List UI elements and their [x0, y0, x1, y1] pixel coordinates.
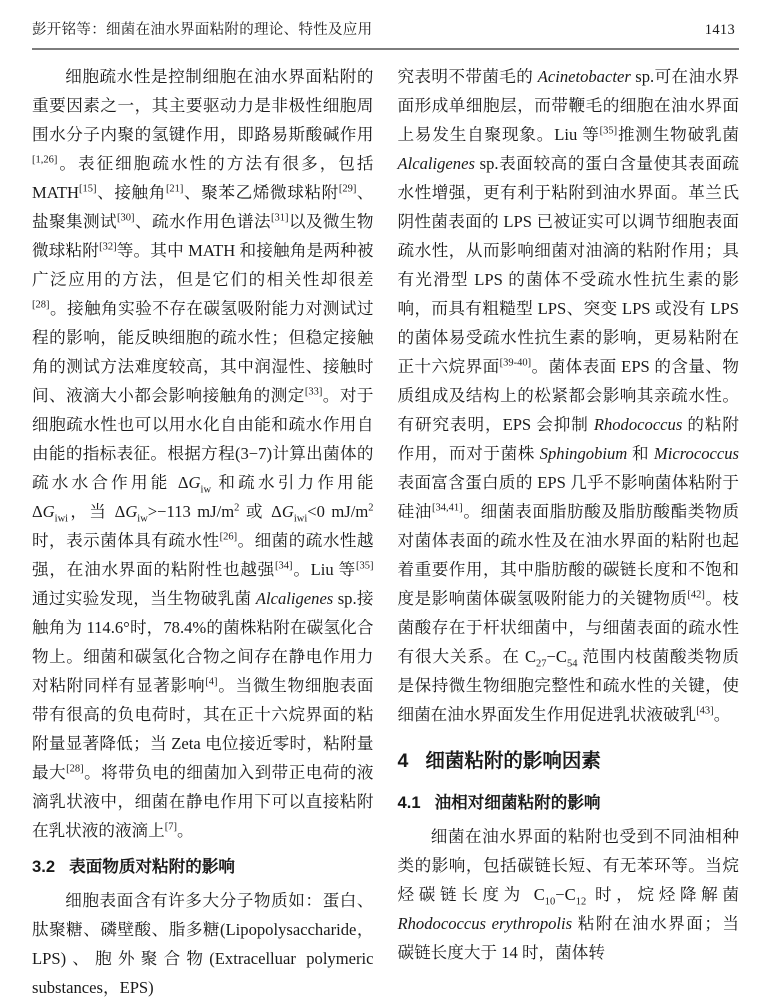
reference-superscript: [35] — [356, 560, 374, 572]
page-number: 1413 — [704, 22, 735, 38]
running-head — [32, 18, 739, 50]
italic-term: Rhodococcus — [593, 415, 683, 434]
italic-term: Rhodococcus erythropolis — [397, 914, 573, 933]
reference-superscript: [1,26] — [32, 154, 58, 166]
reference-superscript: [28] — [66, 763, 84, 775]
subscript: 54 — [566, 658, 578, 670]
subscript: 10 — [544, 896, 556, 908]
section-number: 3.2 — [32, 857, 56, 876]
section-title: 表面物质对粘附的影响 — [69, 857, 236, 876]
section-heading — [32, 852, 374, 881]
column-left — [32, 62, 374, 1002]
section-number: 4 — [397, 750, 409, 772]
section-heading — [398, 788, 740, 817]
subscript: iw — [137, 513, 148, 525]
paragraph: 究表明不带菌毛的 Acinetobacter sp.可在油水界面形成单细胞层，而带鞭毛的细胞在油水界面上易发生自聚现象。Liu 等[35]推测生物破乳菌 Alcaligenes sp.表面较高的蛋白含量使其表面疏水性增强，更有利于粘附到油水界面。革兰氏阴性菌表面的 LPS 已被证实可以调节细胞表面疏水性，从而影响细菌对油滴的粘附作用；具有光滑型 LPS 的菌体不受疏水性抗生素的影响，而具有粗糙型 LPS、突变 LPS 或没有 LPS 的菌体易受疏水性抗生素的影响，更易粘附在正十六烷界面[39-40]。菌体表面 EPS 的含量、物质组成及结构上的松紧都会影响其亲疏水性。有研究表明，EPS 会抑制 Rhodococcus 的粘附作用，而对于菌株 Sphingobium 和 Micrococcus 表面富含蛋白质的 EPS 几乎不影响菌体粘附于硅油[34,41]。细菌表面脂肪酸及脂肪酸酯类物质对菌体表面的疏水性及在油水界面的粘附也起着重要作用，其中脂肪酸的碳链长度和不饱和度是影响菌体碳氢吸附能力的关键物质[42]。枝菌酸存在于杆状细菌中，与细菌表面的疏水性有很大关系。在 $C_{27}-C_{54}$ 范围内枝菌酸类物质是保持微生物细胞完整性和疏水性的关键，使细菌在油水界面发生作用促进乳状液破乳[43]。 — [397, 67, 740, 724]
reference-superscript: [34,41] — [432, 502, 463, 514]
reference-superscript: [15] — [79, 183, 97, 195]
running-head-title: 彭开铭等：细菌在油水界面粘附的理论、特性及应用 — [32, 22, 373, 38]
paragraph: 细胞疏水性是控制细胞在油水界面粘附的重要因素之一，其主要驱动力是非极性细胞周围水分子内聚的氢键作用，即路易斯酸碱作用[1,26]。表征细胞疏水性的方法有很多，包括 MATH[15]、接触角[21]、聚苯乙烯微球粘附[29]、盐聚集测试[30]、疏水作用色谱法[31]以及微生物微球粘附[32]等。其中 MATH 和接触角是两种被广泛应用的方法，但是它们的相关性却很差[28]。接触角实验不存在碳氢吸附能力对测试过程的影响，能反映细胞的疏水性；但稳定接触角的测试方法难度较高，其中润湿性、接触时间、液滴大小都会影响接触角的测定[33]。对于细胞疏水性也可以用水化自由能和疏水作用自由能的指标表征。根据方程(3−7)计算出菌体的疏水水合作用能 $\Delta G_{iw}$ 和疏水引力作用能$\Delta G_{iwi}$，当 $\Delta G_{iw}>-113$ $mJ/m^2$ 或 $\Delta G_{iwi}<0$ $mJ/m^2$ 时，表示菌体具有疏水性[26]。细菌的疏水性越强，在油水界面的粘附性也越强[34]。Liu 等[35]通过实验发现，当生物破乳菌 Alcaligenes sp.接触角为 114.6°时，78.4%的菌株粘附在碳氢化合物上。细菌和碳氢化合物之间存在静电作用力对粘附同样有显著影响[4]。当微生物细胞表面带有很高的负电荷时，其在正十六烷界面的粘附量显著降低；当 Zeta 电位接近零时，粘附量最大[28]。将带负电的细菌加入到带正电荷的液滴乳状液中，细菌在静电作用下可以直接粘附在乳状液的液滴上[7]。 — [32, 67, 374, 840]
subscript: iw — [200, 484, 212, 496]
reference-superscript: [30] — [117, 212, 135, 224]
italic-term: G — [281, 502, 294, 521]
reference-superscript: [4] — [205, 676, 218, 688]
subscript: 27 — [536, 658, 547, 670]
reference-superscript: [32] — [99, 241, 117, 253]
reference-superscript: 2 — [234, 502, 240, 514]
subscript: 12 — [575, 896, 587, 908]
reference-superscript: [7] — [164, 821, 177, 833]
subscript: iwi — [54, 513, 69, 525]
section-title: 细菌粘附的影响因素 — [425, 750, 601, 772]
italic-term: G — [125, 502, 138, 521]
paragraph: 细菌在油水界面的粘附也受到不同油相种类的影响，包括碳链长短、有无苯环等。当烷烃碳链长度为 $C_{10}-C_{12}$ 时，烷烃降解菌 Rhodococcus erythropolis 粘附在油水界面；当碳链长度大于 14 时，菌体转 — [397, 827, 740, 962]
column-right — [398, 62, 740, 1002]
reference-superscript: [26] — [219, 531, 238, 543]
section-number: 4.1 — [397, 793, 421, 812]
reference-superscript: [39-40] — [499, 357, 532, 369]
italic-term: Sphingobium — [539, 444, 628, 463]
italic-term: Alcaligenes — [397, 154, 475, 173]
page-body — [32, 62, 739, 1002]
section-title: 油相对细菌粘附的影响 — [434, 793, 601, 812]
italic-term: G — [42, 502, 55, 521]
reference-superscript: [42] — [687, 589, 705, 601]
reference-superscript: [29] — [338, 183, 357, 195]
paragraph: 细胞表面含有许多大分子物质如：蛋白、肽聚糖、磷壁酸、脂多糖(Lipopolysaccharide，LPS)、胞外聚合物(Extracelluar polymeric substances，EPS) — [32, 891, 374, 997]
italic-term: Acinetobacter — [537, 67, 631, 86]
reference-superscript: 2 — [368, 502, 374, 514]
italic-term: G — [188, 473, 201, 492]
reference-superscript: [35] — [599, 125, 618, 137]
section-heading — [398, 746, 740, 776]
reference-superscript: [21] — [165, 183, 184, 195]
reference-superscript: [28] — [32, 299, 50, 311]
reference-superscript: [43] — [696, 705, 714, 717]
subscript: iwi — [293, 513, 308, 525]
italic-term: Micrococcus — [653, 444, 740, 463]
reference-superscript: [31] — [270, 212, 289, 224]
reference-superscript: [34] — [275, 560, 293, 572]
italic-term: Alcaligenes — [255, 589, 334, 608]
reference-superscript: [33] — [304, 386, 323, 398]
